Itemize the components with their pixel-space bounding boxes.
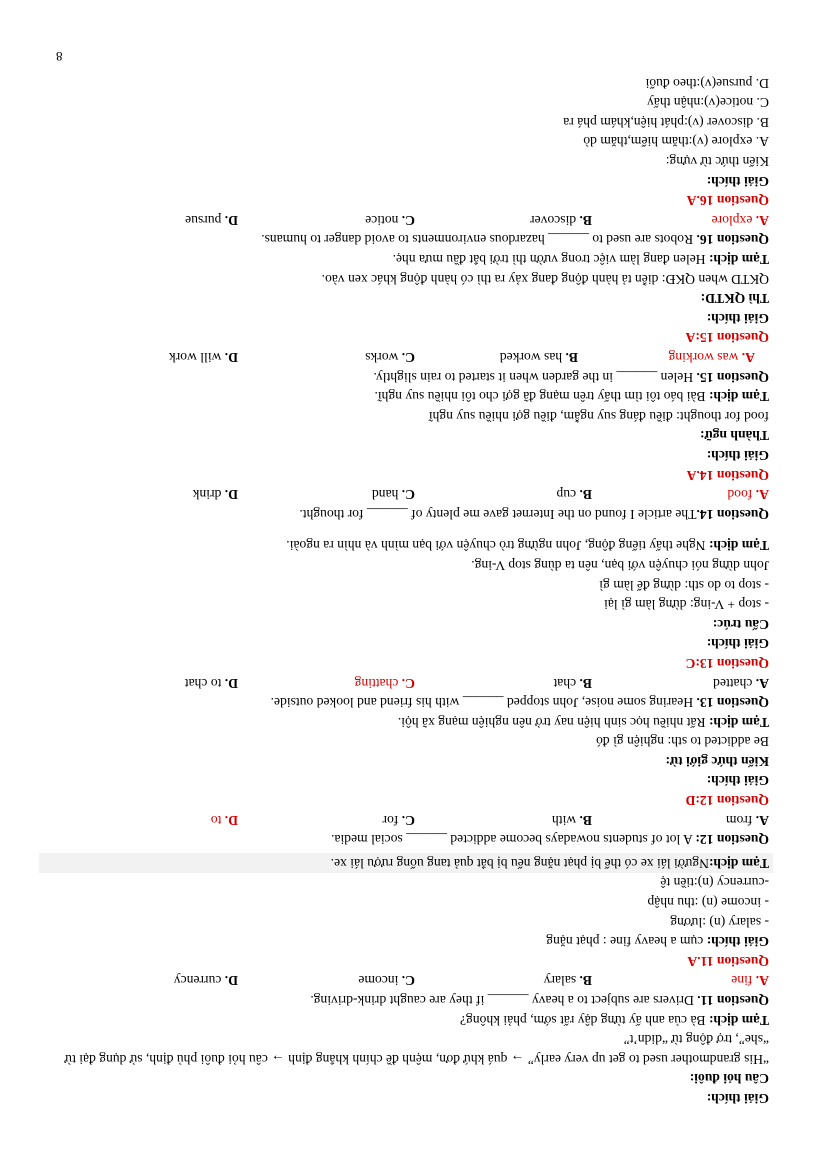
option-c: C. notice	[365, 212, 415, 228]
answer-heading: Question 14.A	[686, 467, 769, 483]
vocab-item: A. explore (v):thăm hiểm,thăm dò	[583, 134, 769, 150]
answer-heading: Question 11.A	[687, 953, 769, 969]
options-row	[59, 673, 769, 693]
option-a: A. chatted	[713, 675, 769, 691]
topic-heading: Kiến thức giới từ:	[665, 753, 769, 769]
option-b: B. discover	[530, 212, 592, 228]
answer-heading: Question 12:D	[685, 793, 769, 809]
options-row	[59, 810, 769, 830]
page-number: 8	[56, 49, 63, 64]
option-d: D. drink	[192, 487, 238, 503]
translation-text: Nghe thấy tiếng động, John ngừng trò chuyện với bạn mình và nhìn ra ngoài.	[286, 538, 709, 554]
option-a: A. explore	[711, 212, 769, 228]
translation-label: Tạm dịch:	[708, 714, 769, 730]
translation-label: Tạm dịch:	[708, 538, 769, 554]
translation-line	[59, 387, 769, 407]
option-b: B. salary	[543, 973, 592, 989]
explanation-text: “His grandmother used to get up very early” → quá khứ đơn, mệnh đề chính khẳng định → câu hỏi đuôi phủ định, sử dụng đại từ “she”, trợ động từ “didn’t”	[64, 1032, 769, 1067]
explanation-text: cụm a heavy fine : phạt nặng	[546, 934, 707, 950]
options-row	[59, 347, 769, 367]
vocab-item: D. pursue(v):theo đuổi	[645, 75, 769, 91]
question-14	[59, 504, 769, 524]
option-d: D. to	[210, 812, 238, 828]
options-row	[59, 971, 769, 991]
rule-text: - stop to do sth: dừng để làm gì	[599, 577, 769, 593]
translation-text: Người lái xe có thể bị phạt nặng nếu bị bắt quả tang uống rượu lái xe.	[330, 855, 709, 871]
option-b: B. cup	[556, 487, 592, 503]
translation-line	[39, 853, 773, 873]
translation-line	[59, 536, 769, 556]
answer-heading: Question 13:C	[685, 655, 769, 671]
translation-line	[59, 249, 769, 269]
option-c: C. for	[382, 812, 415, 828]
translation-text: Rất nhiều học sinh hiện nay trở nên nghiện mạng xã hội.	[397, 714, 709, 730]
question-label: Question 13.	[696, 695, 769, 711]
rule-text: John dừng nói chuyện với bạn, nên ta dùng stop V-ing.	[471, 557, 769, 573]
question-text: The article I found on the Internet gave me plenty of ______ for thought.	[299, 506, 697, 522]
option-a: A. food	[727, 487, 769, 503]
option-a: A. was working	[668, 350, 755, 366]
vocab-item: C. notice(v):nhận thấy	[647, 95, 769, 111]
question-label: Question 14.	[696, 506, 769, 522]
option-d: D. currency	[173, 973, 238, 989]
topic-heading: Cấu trúc:	[712, 616, 769, 632]
explanation-label: Giải thích:	[706, 173, 769, 189]
translation-label: Tạm dịch:	[708, 389, 769, 405]
vocab-item: -currency (n):tiền tệ	[660, 875, 769, 891]
answer-heading: Question 15:A	[685, 330, 769, 346]
option-a: A. fine	[731, 973, 769, 989]
question-text: Helen ______ in the garden when it started to rain slightly.	[373, 369, 697, 385]
explanation-label: Giải thích:	[706, 448, 769, 463]
explanation-label: Giải thích:	[706, 636, 769, 652]
question-16	[59, 230, 769, 250]
topic-heading: Kiến thức từ vựng:	[665, 154, 769, 170]
options-row	[59, 485, 769, 505]
option-d: D. to chat	[184, 675, 238, 691]
option-c: C. chatting	[354, 675, 415, 691]
translation-text: Bà của anh ấy từng dậy rất sớm, phải không?	[459, 1012, 709, 1028]
explanation-label: Giải thích:	[706, 773, 769, 789]
option-b: B. with	[551, 812, 592, 828]
explanation-label: Giải thích:	[706, 310, 769, 326]
vocab-item: - salary (n) :lương	[670, 914, 769, 930]
option-d: D. will work	[168, 350, 238, 366]
question-15	[59, 367, 769, 387]
question-label: Question 12:	[695, 832, 769, 848]
rule-text: food for thought: điều đáng suy ngẫm, điều gợi nhiều suy nghĩ	[428, 408, 769, 424]
question-11	[59, 990, 769, 1010]
rule-text: Be addicted to sth: nghiện gì đó	[596, 734, 769, 750]
section-heading: Giải thích:	[706, 1091, 769, 1106]
translation-text: Bài báo tôi tìm thấy trên mạng đã gợi cho tôi nhiều suy nghĩ.	[374, 389, 709, 405]
vocab-item: - income (n) :thu nhập	[647, 895, 769, 911]
topic-heading: Thành ngữ:	[700, 428, 769, 444]
question-13	[59, 693, 769, 713]
answer-heading: Question 16.A	[686, 193, 769, 209]
question-label: Question 15.	[696, 369, 769, 385]
vocab-item: B. discover (v):phát hiện,khám phá ra	[563, 114, 769, 130]
translation-line	[59, 1010, 769, 1030]
question-label: Question 16.	[696, 232, 769, 248]
option-d: D. pursue	[185, 212, 238, 228]
translation-label: Tạm dịch:	[708, 1012, 769, 1028]
explanation-line	[59, 932, 769, 952]
topic-heading: Thì QKTD:	[700, 291, 769, 307]
question-12	[59, 830, 769, 850]
translation-line	[59, 712, 769, 732]
option-a: A. from	[725, 812, 769, 828]
options-row	[59, 210, 769, 230]
rule-text: - stop + V-ing: dừng làm gì lại	[604, 597, 769, 613]
option-b: B. has worked	[499, 350, 578, 366]
question-text: Drivers are subject to a heavy ______ if they are caught drink-driving.	[310, 993, 698, 1009]
explanation-label: Giải thích:	[706, 934, 769, 950]
section-heading: Câu hỏi đuôi:	[689, 1071, 769, 1087]
option-c: C. works	[365, 350, 415, 366]
rule-text: QKTD when QKĐ: diễn tả hành động đang xảy ra thì có hành động khác xen vào.	[321, 271, 769, 287]
question-text: Hearing some noise, John stopped ______ with his friend and looked outside.	[270, 695, 697, 711]
option-c: C. hand	[371, 487, 415, 503]
option-b: B. chat	[553, 675, 592, 691]
page-content	[59, 73, 769, 1108]
question-label: Question 11.	[697, 993, 769, 1009]
translation-label: Tạm dịch:	[708, 855, 769, 871]
translation-text: Helen đang làm việc trong vườn thì trời bắt đầu mưa nhẹ.	[392, 252, 709, 268]
question-text: A lot of students nowadays become addicted ______ social media.	[331, 832, 696, 848]
translation-label: Tạm dịch:	[708, 252, 769, 268]
option-c: C. income	[358, 973, 415, 989]
question-text: Robots are used to ______ hazardous environments to avoid danger to humans.	[261, 232, 697, 248]
